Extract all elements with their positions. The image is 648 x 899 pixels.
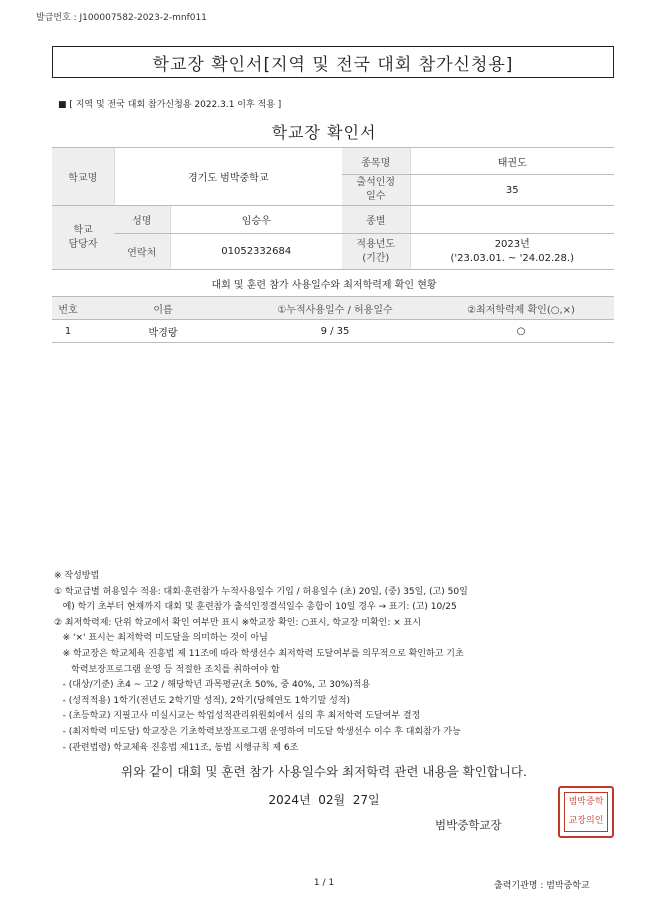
school-label: 학교명 bbox=[52, 148, 114, 206]
column-header: ①누적사용일수 / 허용일수 bbox=[242, 297, 428, 320]
note-line: - (최저학력 미도달) 학교장은 기초학력보장프로그램 운영하여 미도달 학생선수 이수 후 대회참가 가능 bbox=[54, 726, 461, 737]
note-line: - (성적적용) 1학기(전년도 2학기말 성적), 2학기(당해연도 1학기말 성적) bbox=[54, 695, 351, 706]
principal-signature: 범박중학교장 bbox=[435, 818, 502, 832]
row-number: 1 bbox=[52, 320, 84, 343]
note-line: ※ 작성방법 bbox=[54, 571, 100, 581]
contact-label: 연락처 bbox=[114, 234, 170, 270]
contact-value: 01052332684 bbox=[170, 234, 342, 270]
printing-institution: 출력기관명 : 범박중학교 bbox=[494, 881, 590, 891]
confirmation-statement: 위와 같이 대회 및 훈련 참가 사용일수와 최저학력 관련 내용을 확인합니다. bbox=[121, 764, 527, 779]
type-label: 종별 bbox=[342, 206, 410, 234]
attendance-label: 출석인정 일수 bbox=[342, 175, 410, 206]
year-label: 적용년도 (기간) bbox=[342, 234, 410, 270]
seal-stamp: 범박 중학 교장 의인 bbox=[564, 792, 608, 832]
used-days: 9 / 35 bbox=[242, 320, 428, 343]
sport-value: 태권도 bbox=[410, 148, 614, 175]
note-line: - (대상/기준) 초4 ~ 고2 / 해당학년 과목평균(초 50%, 중 40%, 고 30%)적용 bbox=[54, 680, 371, 691]
type-value bbox=[410, 206, 614, 234]
manager-label: 학교 담당자 bbox=[52, 206, 114, 270]
min-achievement-check: ○ bbox=[428, 320, 614, 343]
sport-label: 종목명 bbox=[342, 148, 410, 175]
year-value: 2023년 ('23.03.01. ~ '24.02.28.) bbox=[410, 234, 614, 270]
document-title: 학교장 확인서 bbox=[271, 123, 377, 142]
note-line: ① 학교급별 허용일수 적용: 대회·훈련참가 누적사용일수 기입 / 허용일수 (초) 20일, (중) 35일, (고) 50일 bbox=[54, 586, 468, 597]
issue-number: 발급번호 : J100007582-2023-2-mnf011 bbox=[36, 13, 207, 23]
table-row bbox=[52, 320, 614, 343]
note-line: - (초등학교) 지필고사 미실시교는 학업성적관리위원회에서 심의 후 최저학력 도달여부 결정 bbox=[54, 711, 421, 722]
result-table bbox=[52, 296, 614, 343]
writing-instructions bbox=[54, 569, 468, 756]
name-label: 성명 bbox=[114, 206, 170, 234]
note-line: ※ '×' 표시는 최저학력 미도달을 의미하는 것이 아님 bbox=[54, 633, 268, 644]
column-header: 이름 bbox=[84, 297, 242, 320]
note-line: 예) 학기 초부터 현재까지 대회 및 훈련참가 출석인정결석일수 총합이 10일 경우 → 표기: (고) 10/25 bbox=[54, 602, 457, 613]
column-header: 번호 bbox=[52, 297, 84, 320]
note-line: ② 최저학력제: 단위 학교에서 확인 여부만 표시 ※학교장 확인: ○표시, 학교장 미확인: × 표시 bbox=[54, 617, 422, 628]
school-value: 경기도 범박중학교 bbox=[114, 148, 342, 206]
note-line: ※ 학교장은 학교체육 진흥법 제 11조에 따라 학생선수 최저학력 도달여부를 의무적으로 확인하고 기초 bbox=[54, 648, 464, 659]
page-number: 1 / 1 bbox=[313, 878, 335, 888]
official-seal bbox=[558, 786, 614, 838]
info-table bbox=[52, 147, 614, 270]
column-header: ②최저학력제 확인(○,×) bbox=[428, 297, 614, 320]
name-value: 임승우 bbox=[170, 206, 342, 234]
applicability-notice: ■ [ 지역 및 전국 대회 참가신청용 2022.3.1 이후 적용 ] bbox=[58, 100, 282, 110]
note-line: - (관련법령) 학교체육 진흥법 제11조, 동법 시행규칙 제 6조 bbox=[54, 742, 299, 753]
issue-date: 2024년 02월 27일 bbox=[268, 793, 380, 807]
result-section-title: 대회 및 훈련 참가 사용일수와 최저학력제 확인 현황 bbox=[211, 280, 437, 291]
attendance-value: 35 bbox=[410, 175, 614, 206]
student-name: 박경랑 bbox=[84, 320, 242, 343]
note-line: 학력보장프로그램 운영 등 적절한 조치를 취하여야 함 bbox=[54, 664, 280, 675]
document-header-title: 학교장 확인서[지역 및 전국 대회 참가신청용] bbox=[52, 46, 614, 78]
